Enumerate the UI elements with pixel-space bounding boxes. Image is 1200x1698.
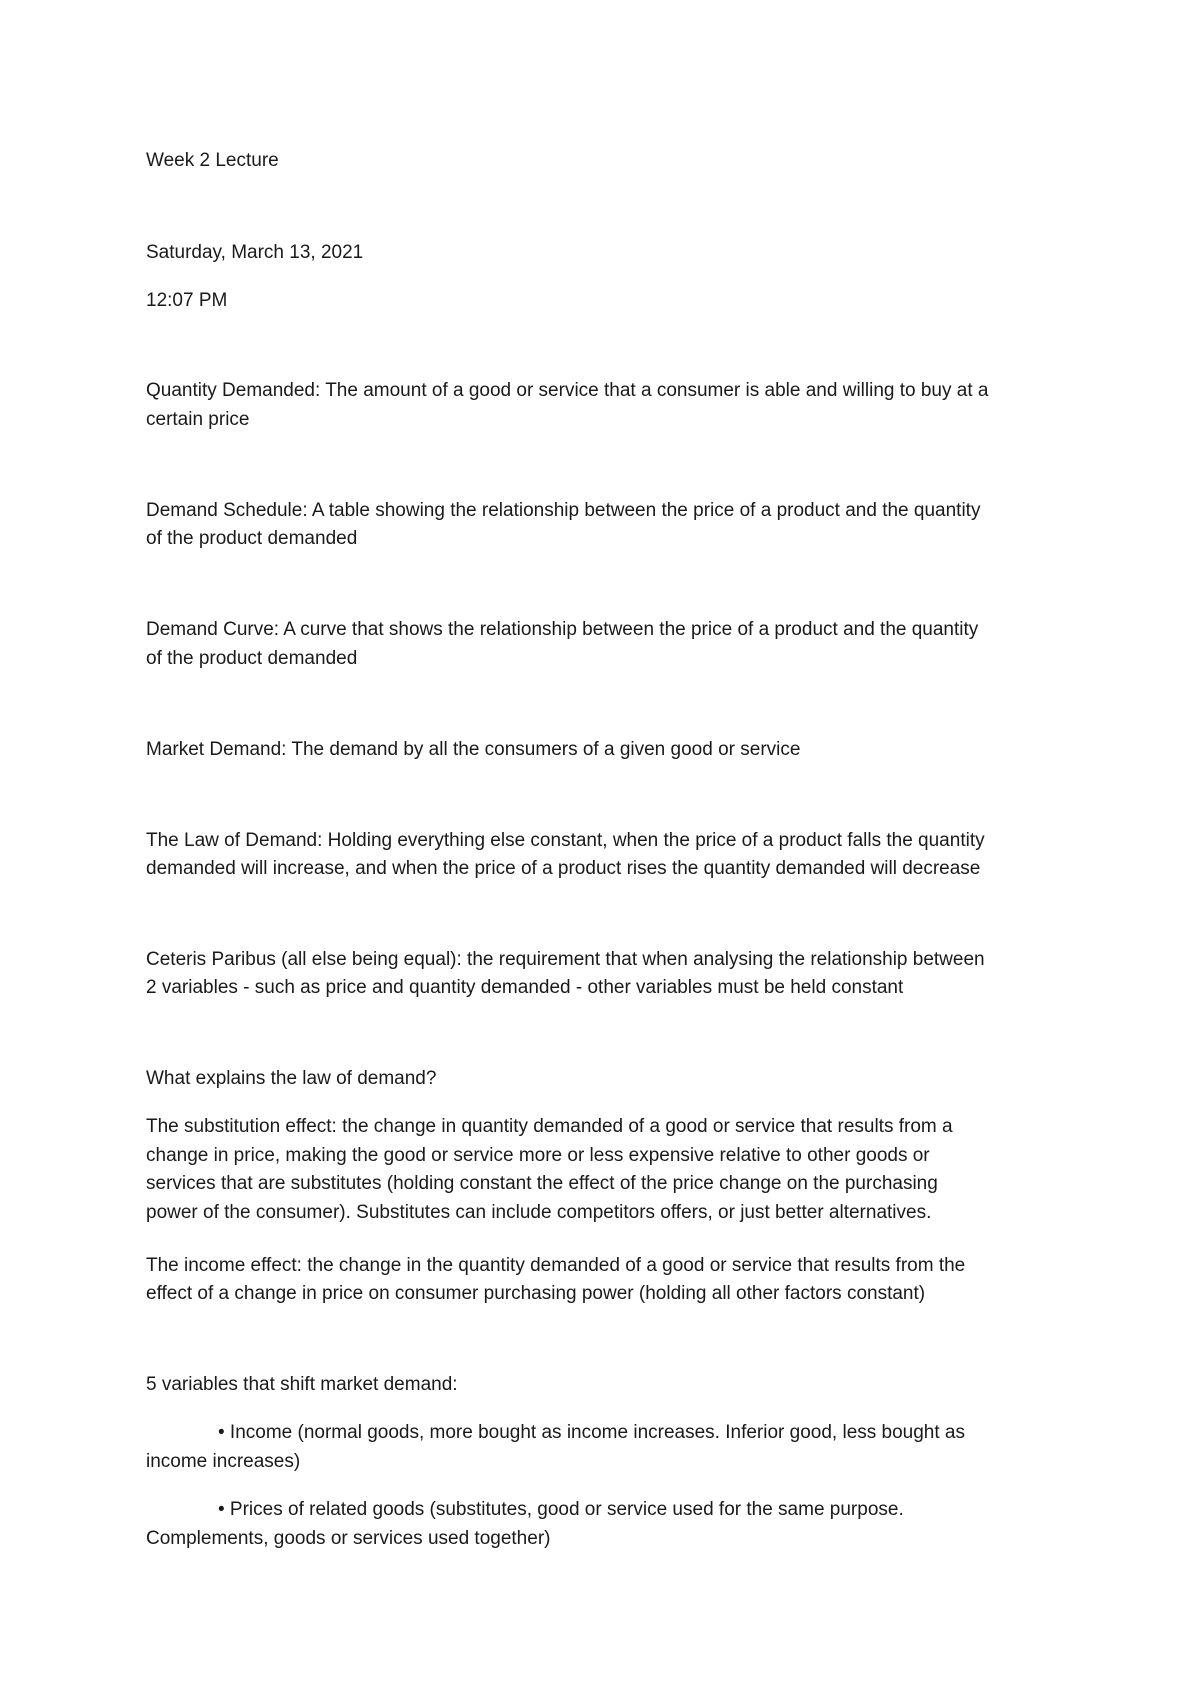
definition-market-demand: Market Demand: The demand by all the consumers of a given good or service — [146, 739, 801, 760]
note-date: Saturday, March 13, 2021 — [146, 242, 364, 263]
substitution-effect-line-3: services that are substitutes (holding constant the effect of the price change on the purchasing — [146, 1173, 938, 1194]
income-effect-line-2: effect of a change in price on consumer purchasing power (holding all other factors constant) — [146, 1283, 926, 1304]
note-time: 12:07 PM — [146, 290, 228, 311]
substitution-effect-line-2: change in price, making the good or service more or less expensive relative to other goods or — [146, 1145, 930, 1166]
law-explanation-question: What explains the law of demand? — [146, 1068, 437, 1089]
substitution-effect-line-4: power of the consumer). Substitutes can include competitors offers, or just better alternatives. — [146, 1202, 932, 1223]
income-effect-line-1: The income effect: the change in the quantity demanded of a good or service that results from the — [146, 1255, 966, 1276]
shifter-income-line-1: • Income (normal goods, more bought as income increases. Inferior good, less bought as — [218, 1422, 965, 1443]
definition-ceteris-paribus-line-1: Ceteris Paribus (all else being equal): the requirement that when analysing the relationship between — [146, 949, 985, 970]
definition-ceteris-paribus-line-2: 2 variables - such as price and quantity demanded - other variables must be held constant — [146, 977, 904, 998]
shifters-heading: 5 variables that shift market demand: — [146, 1374, 458, 1395]
page-title: Week 2 Lecture — [146, 150, 279, 171]
definition-law-of-demand-line-2: demanded will increase, and when the price of a product rises the quantity demanded will decrease — [146, 858, 981, 879]
shifter-income-line-2: income increases) — [146, 1451, 301, 1472]
definition-demand-curve-line-1: Demand Curve: A curve that shows the relationship between the price of a product and the quantity — [146, 619, 979, 640]
definition-quantity-demanded-line-2: certain price — [146, 409, 250, 430]
definition-demand-schedule-line-2: of the product demanded — [146, 528, 358, 549]
shifter-related-goods-line-2: Complements, goods or services used together) — [146, 1528, 551, 1549]
definition-demand-schedule-line-1: Demand Schedule: A table showing the relationship between the price of a product and the quantity — [146, 500, 981, 521]
definition-law-of-demand-line-1: The Law of Demand: Holding everything else constant, when the price of a product falls the quantity — [146, 830, 985, 851]
definition-demand-curve-line-2: of the product demanded — [146, 648, 358, 669]
shifter-related-goods-line-1: • Prices of related goods (substitutes, good or service used for the same purpose. — [218, 1499, 904, 1520]
definition-quantity-demanded-line-1: Quantity Demanded: The amount of a good or service that a consumer is able and willing to buy at a — [146, 380, 989, 401]
substitution-effect-line-1: The substitution effect: the change in quantity demanded of a good or service that results from a — [146, 1116, 953, 1137]
